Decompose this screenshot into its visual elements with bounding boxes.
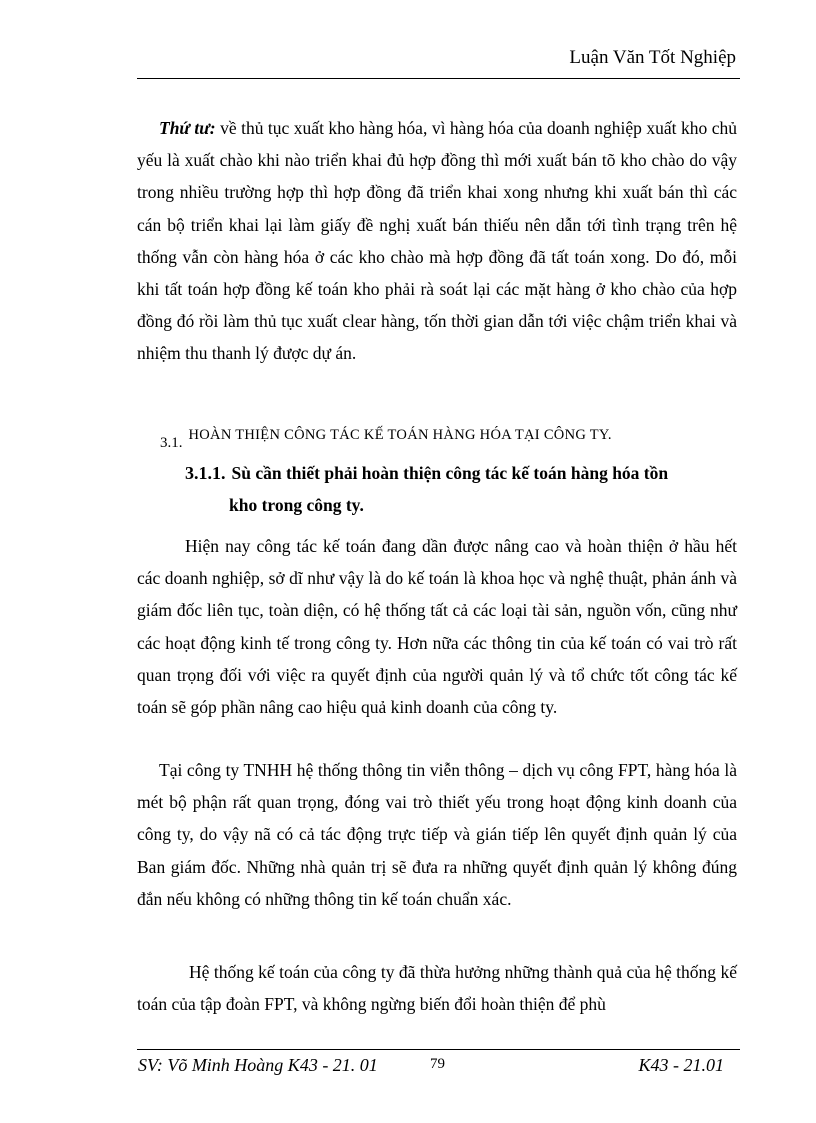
paragraph-hien-nay: Hiện nay công tác kế toán đang dần được nâng cao và hoàn thiện ở hầu hết các doanh nghiệp, sở dĩ như vậy là do kế toán là khoa học và nghệ thuật, phản ánh và giám đốc liên tục, toàn diện, có hệ thống tất cả các loại tài sản, nguồn vốn, cũng như các hoạt động kinh tế trong công ty. Hơn nữa các thông tin của kế toán có vai trò rất quan trọng đối với việc ra quyết định của người quản lý và tổ chức tốt công tác kế toán sẽ góp phần nâng cao hiệu quả kinh doanh của công ty. — [137, 536, 737, 718]
section-heading-3-1 — [160, 426, 612, 451]
paragraph-lead: Thứ tư: — [159, 118, 216, 138]
subsection-title-line2: kho trong công ty. — [229, 495, 364, 515]
footer-student: SV: Võ Minh Hoàng K43 - 21. 01 — [138, 1055, 378, 1075]
footer-class: K43 - 21.01 — [638, 1055, 724, 1075]
paragraph-text: về thủ tục xuất kho hàng hóa, vì hàng hóa của doanh nghiệp xuất kho chủ yếu là xuất chào khi nào triển khai đủ hợp đồng thì mới xuất bán tõ kho chào do vậy trong nhiều trường hợp thì hợp đồng đã triển khai xong nhưng khi xuất bán thì các cán bộ triển khai lại làm giấy đề nghị xuất bán thiếu nên dẫn tới tình trạng trên hệ thống vẫn còn hàng hóa ở các kho chào mà hợp đồng đã tất toán xong. Do đó, mỗi khi tất toán hợp đồng kế toán kho phải rà soát lại các mặt hàng ở kho chào của hợp đồng đó rồi làm thủ tục xuất clear hàng, tốn thời gian dẫn tới việc chậm triển khai và nhiệm thu thanh lý được dự án. — [137, 118, 737, 364]
paragraph-tai-cong-ty: Tại công ty TNHH hệ thống thông tin viễn thông – dịch vụ công FPT, hàng hóa là mét bộ phận rất quan trọng, đóng vai trò thiết yếu trong hoạt động kinh doanh của công ty, do vậy nã có cả tác động trực tiếp và gián tiếp lên quyết định quản lý của Ban giám đốc. Những nhà quản trị sẽ đưa ra những quyết định quản lý không đúng đắn nếu không có những thông tin kế toán chuẩn xác. — [137, 760, 737, 909]
section-number: 3.1. — [160, 435, 183, 451]
running-header-title: Luận Văn Tốt Nghiệp — [569, 47, 736, 68]
header-rule — [137, 78, 740, 79]
footer-rule — [137, 1049, 740, 1050]
paragraph-thu-tu — [137, 112, 737, 370]
page-number: 79 — [430, 1056, 445, 1072]
subsection-title-line1: Sù cần thiết phải hoàn thiện công tác kế toán hàng hóa tồn — [231, 463, 669, 483]
subsection-number: 3.1.1. — [185, 463, 226, 483]
paragraph-he-thong: Hệ thống kế toán của công ty đã thừa hưởng những thành quả của hệ thống kế toán của tập đoàn FPT, và không ngừng biến đổi hoàn thiện để phù — [137, 962, 737, 1015]
subsection-heading-3-1-1 — [185, 457, 735, 521]
section-title: HOÀN THIỆN CÔNG TÁC KẾ TOÁN HÀNG HÓA TẠI CÔNG TY. — [188, 427, 612, 443]
